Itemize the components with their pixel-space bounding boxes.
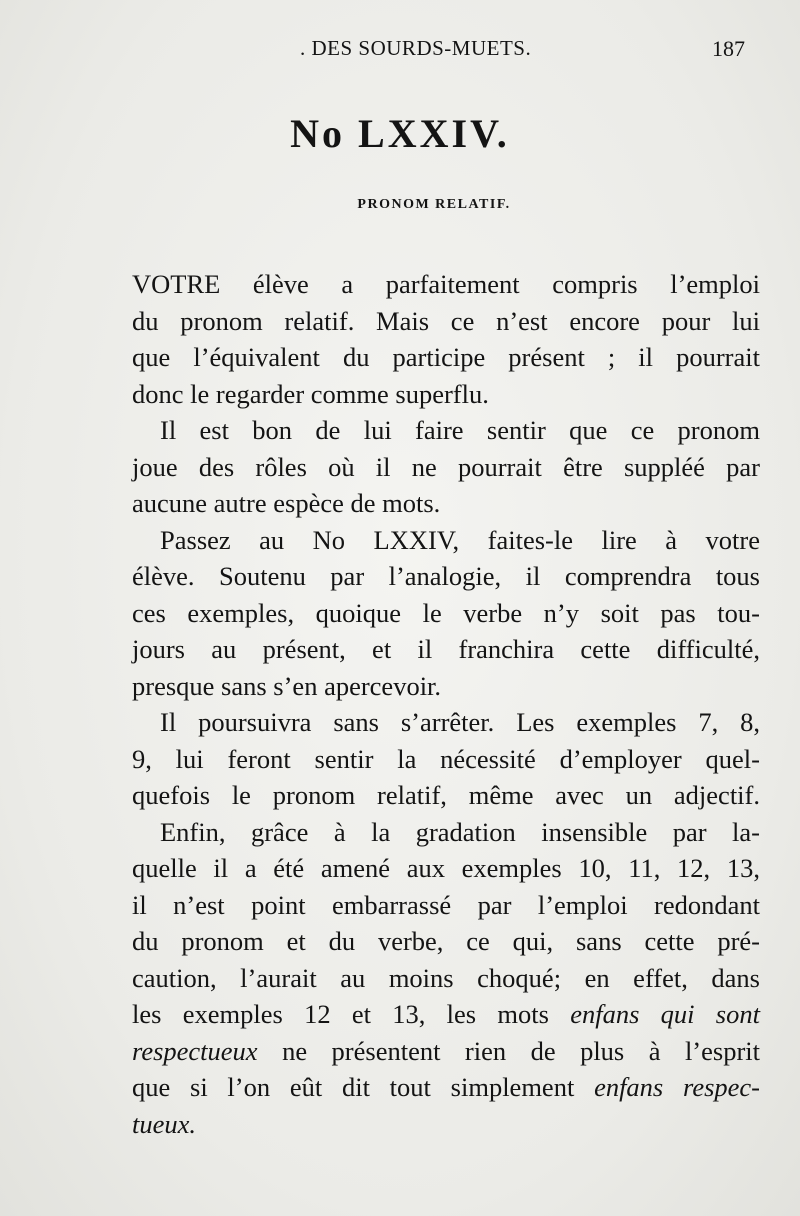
paragraph-4 [132,704,760,814]
italic-fragment: enfans qui sont [570,999,760,1029]
text-line: Il poursuivra sans s’arrêter. Les exemples 7, 8, [160,707,760,737]
text-line: du pronom et du verbe, ce qui, sans cette pré- [132,926,760,956]
page-number: 187 [712,36,745,61]
text-fragment: les exemples 12 et 13, les mots [132,999,549,1029]
paragraph-1 [132,266,760,412]
section-label: PRONOM RELATIF. [357,197,511,212]
text-line: joue des rôles où il ne pourrait être suppléé par [132,451,760,482]
text-line-mixed [132,996,760,1033]
text-fragment: que si l’on eût dit tout simplement [132,1072,575,1102]
text-line: Passez au No LXXIV, faites-le lire à votre [160,524,760,555]
paragraph-3 [132,522,760,705]
italic-fragment: tueux. [132,1108,197,1139]
text-fragment: ne présentent rien de plus à l’esprit [282,1035,761,1066]
text-line: Il est bon de lui faire sentir que ce pronom [160,415,760,445]
text-line: jours au présent, et il franchira cette difficulté, [132,634,760,664]
text-line: il n’est point embarrassé par l’emploi redondant [132,889,760,920]
page-header [0,34,800,70]
text-line-mixed [132,1069,760,1106]
text-line: caution, l’aurait au moins choqué; en effet, dans [132,962,760,993]
paragraph-2 [132,412,760,522]
text-line: que l’équivalent du participe présent ; il pourrait [132,342,760,372]
body-text [132,266,760,1142]
text-line-mixed [132,1033,760,1070]
text-line: VOTRE élève a parfaitement compris l’emploi [132,269,760,299]
text-line: élève. Soutenu par l’analogie, il comprendra tous [132,561,760,591]
text-line: ces exemples, quoique le verbe n’y soit pas tou- [132,597,760,628]
chapter-title: No LXXIV. [290,111,510,156]
running-head: . DES SOURDS-MUETS. [300,36,532,60]
text-line: Enfin, grâce à la gradation insensible par la- [160,816,760,847]
text-line: du pronom relatif. Mais ce n’est encore pour lui [132,305,760,336]
text-line: quelle il a été amené aux exemples 10, 11, 12, 13, [132,853,760,883]
paragraph-5 [132,814,760,1143]
text-line: quefois le pronom relatif, même avec un adjectif. [132,780,760,810]
text-line: donc le regarder comme superflu. [132,378,489,409]
text-line: presque sans s’en apercevoir. [132,670,442,701]
text-line [132,1106,760,1143]
text-line: 9, lui feront sentir la nécessité d’employer quel- [132,743,760,774]
text-line: aucune autre espèce de mots. [132,488,441,518]
italic-fragment: enfans respec- [594,1072,760,1102]
italic-fragment: respectueux [132,1035,258,1066]
